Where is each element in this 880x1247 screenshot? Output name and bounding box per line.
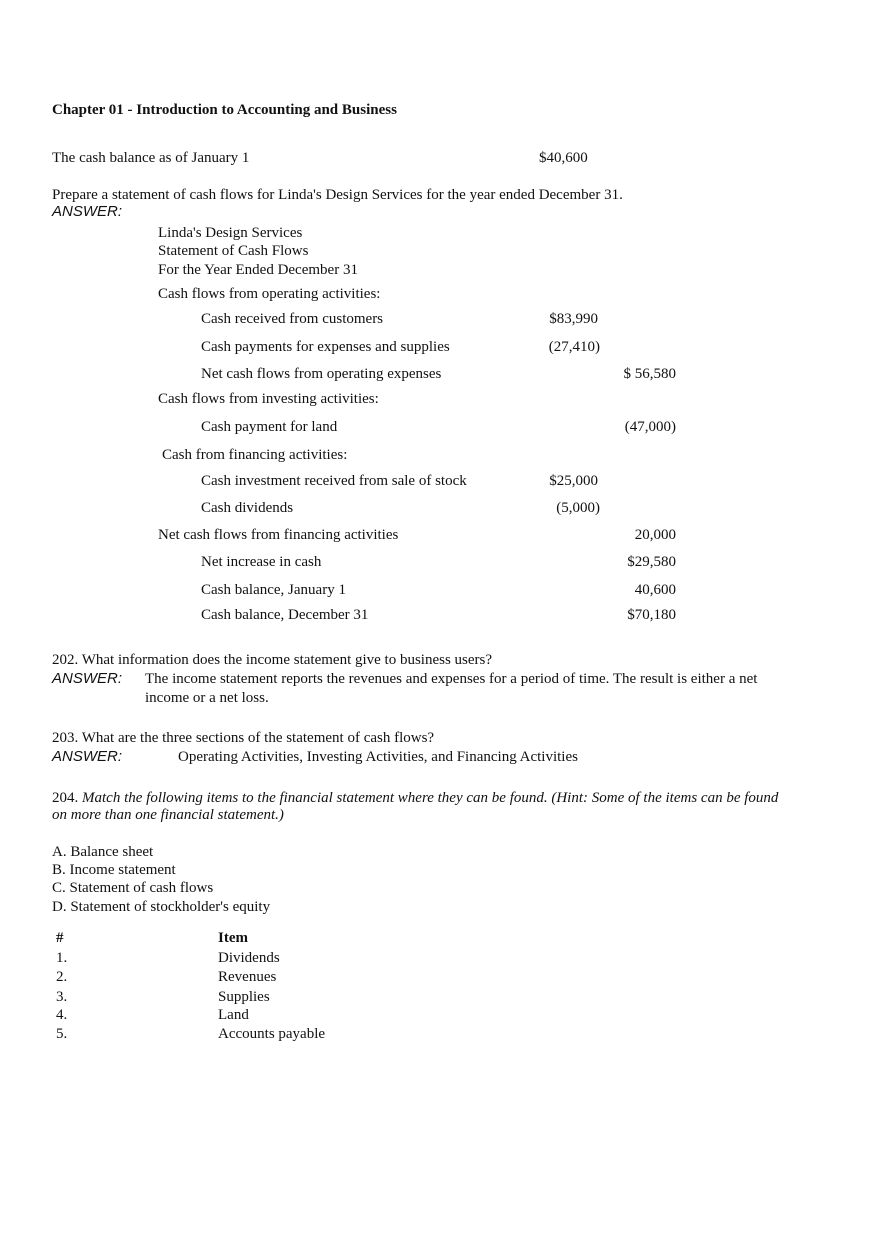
- question-203: 203. What are the three sections of the statement of cash flows?: [52, 730, 435, 746]
- answer-203: Operating Activities, Investing Activities, and Financing Activities: [178, 749, 578, 765]
- item-num: 5.: [56, 1026, 68, 1042]
- answer-label: ANSWER:: [52, 748, 123, 765]
- answer-202-line2: income or a net loss.: [145, 690, 269, 706]
- question-204-line1: [52, 789, 778, 807]
- row-label: Cash balance, January 1: [201, 582, 346, 598]
- section-heading: Cash flows from investing activities:: [158, 391, 379, 407]
- question-prompt: Prepare a statement of cash flows for Linda's Design Services for the year ended December 31.: [52, 187, 623, 203]
- option-d: D. Statement of stockholder's equity: [52, 899, 271, 915]
- row-total: 40,600: [634, 582, 676, 598]
- question-number: 204.: [52, 790, 79, 806]
- row-label: Cash balance, December 31: [201, 607, 369, 623]
- option-c: C. Statement of cash flows: [52, 880, 214, 896]
- row-total: 20,000: [634, 527, 676, 543]
- row-total: (47,000): [624, 419, 676, 435]
- cash-balance-label: The cash balance as of January 1: [52, 150, 250, 166]
- row-label: Cash investment received from sale of stock: [201, 473, 467, 489]
- row-label: Cash dividends: [201, 500, 294, 516]
- section-heading: Cash from financing activities:: [162, 447, 348, 463]
- header-num: #: [56, 930, 64, 946]
- item-num: 2.: [56, 969, 68, 985]
- item-num: 4.: [56, 1007, 68, 1023]
- header-item: Item: [218, 930, 248, 946]
- answer-202-line1: The income statement reports the revenues and expenses for a period of time. The result is either a net: [145, 671, 758, 687]
- statement-company: Linda's Design Services: [158, 225, 303, 241]
- row-label: Cash received from customers: [201, 311, 384, 327]
- option-a: A. Balance sheet: [52, 844, 154, 860]
- question-text: Match the following items to the financial statement where they can be found. (Hint: Some of the items can be found: [82, 790, 779, 806]
- cash-balance-value: $40,600: [539, 150, 588, 166]
- row-total: $29,580: [627, 554, 676, 570]
- answer-label: ANSWER:: [52, 670, 123, 687]
- item-name: Dividends: [218, 950, 280, 966]
- row-label: Net cash flows from operating expenses: [201, 366, 442, 382]
- row-label: Cash payment for land: [201, 419, 338, 435]
- option-b: B. Income statement: [52, 862, 176, 878]
- row-amount: $83,990: [549, 311, 598, 327]
- item-name: Land: [218, 1007, 249, 1023]
- item-num: 3.: [56, 989, 68, 1005]
- row-label: Net increase in cash: [201, 554, 322, 570]
- answer-label: ANSWER:: [52, 203, 123, 220]
- item-name: Supplies: [218, 989, 270, 1005]
- statement-period: For the Year Ended December 31: [158, 262, 358, 278]
- statement-title: Statement of Cash Flows: [158, 243, 309, 259]
- row-total: $70,180: [627, 607, 676, 623]
- row-label: Cash payments for expenses and supplies: [201, 339, 450, 355]
- section-heading: Cash flows from operating activities:: [158, 286, 381, 302]
- row-total: $ 56,580: [623, 366, 676, 382]
- item-name: Revenues: [218, 969, 277, 985]
- question-202: 202. What information does the income statement give to business users?: [52, 652, 493, 668]
- question-204-line2: on more than one financial statement.): [52, 807, 284, 823]
- row-amount: (27,410): [548, 339, 600, 355]
- item-num: 1.: [56, 950, 68, 966]
- row-amount: $25,000: [549, 473, 598, 489]
- item-name: Accounts payable: [218, 1026, 326, 1042]
- chapter-title: Chapter 01 - Introduction to Accounting and Business: [52, 102, 397, 118]
- row-amount: (5,000): [556, 500, 600, 516]
- row-label: Net cash flows from financing activities: [158, 527, 399, 543]
